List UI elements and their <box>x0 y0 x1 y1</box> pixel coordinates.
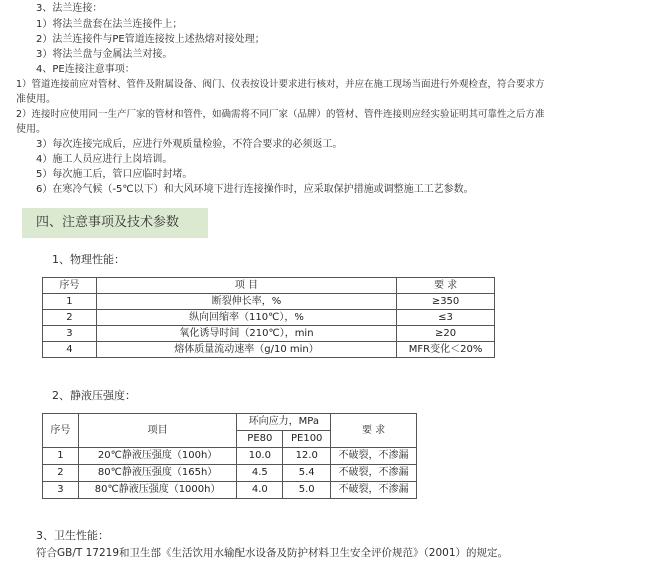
intro-line: 6）在寒冷气候（-5℃以下）和大风环境下进行连接操作时，应采取保护措施或调整施工工艺参数。 <box>36 184 474 195</box>
table-cell: 1 <box>43 294 97 310</box>
table-row <box>43 294 495 310</box>
table-cell: 5.0 <box>283 482 331 499</box>
table-cell: ≥350 <box>397 294 495 310</box>
hygiene-text: 符合GB/T 17219和卫生部《生活饮用水输配水设备及防护材料卫生安全评价规范》（2001）的规定。 <box>36 547 509 559</box>
table-cell: 4 <box>43 342 97 358</box>
col-header: 环向应力，MPa <box>237 414 331 431</box>
table-cell: 80℃静液压强度（1000h） <box>78 482 237 499</box>
col-header: 项目 <box>78 414 237 448</box>
hydro-title: 2、静液压强度： <box>52 389 136 402</box>
hygiene-title: 3、卫生性能： <box>36 529 109 542</box>
table-row <box>43 342 495 358</box>
table-cell: 氧化诱导时间（210℃），min <box>96 326 396 342</box>
intro-line: 5）每次施工后，管口应临时封堵。 <box>36 169 193 180</box>
table-row <box>43 482 417 499</box>
intro-line: 4、PE连接注意事项： <box>36 64 135 75</box>
col-header: 序号 <box>43 278 97 294</box>
table-cell: 不破裂，不渗漏 <box>331 448 417 465</box>
physical-title: 1、物理性能： <box>52 253 125 266</box>
intro-line: 1）将法兰盘套在法兰连接件上； <box>36 19 183 30</box>
table-row <box>43 465 417 482</box>
col-header: 要 求 <box>397 278 495 294</box>
col-header: PE100 <box>283 431 331 448</box>
table-cell: 10.0 <box>237 448 283 465</box>
table-cell: 80℃静液压强度（165h） <box>78 465 237 482</box>
table-cell: 5.4 <box>283 465 331 482</box>
intro-line: 3）将法兰盘与金属法兰对接。 <box>36 49 173 60</box>
section-heading: 四、注意事项及技术参数 <box>22 208 208 238</box>
table-cell: MFR变化＜20% <box>397 342 495 358</box>
table-cell: 纵向回缩率（110℃），% <box>96 310 396 326</box>
intro-line: 准使用。 <box>16 94 56 105</box>
intro-line: 2）法兰连接件与PE管道连接按上述热熔对接处理； <box>36 34 265 45</box>
intro-line: 使用。 <box>16 124 46 135</box>
table-row <box>43 326 495 342</box>
physical-table <box>42 277 495 358</box>
table-header-row <box>43 278 495 294</box>
table-cell: 4.5 <box>237 465 283 482</box>
table-cell: 熔体质量流动速率（g/10 min） <box>96 342 396 358</box>
intro-line: 4）施工人员应进行上岗培训。 <box>36 154 173 165</box>
table-cell: ≥20 <box>397 326 495 342</box>
table-cell: 不破裂，不渗漏 <box>331 465 417 482</box>
table-cell: 2 <box>43 465 79 482</box>
table-cell: 不破裂，不渗漏 <box>331 482 417 499</box>
table-cell: 20℃静液压强度（100h） <box>78 448 237 465</box>
table-cell: 3 <box>43 326 97 342</box>
intro-line: 2）连接时应使用同一生产厂家的管材和管件，如确需将不同厂家（品牌）的管材、管件连接则应经实验证明其可靠性之后方准 <box>16 109 545 120</box>
table-row <box>43 310 495 326</box>
intro-line: 3、法兰连接： <box>36 3 103 14</box>
table-cell: 3 <box>43 482 79 499</box>
table-cell: 4.0 <box>237 482 283 499</box>
table-cell: 1 <box>43 448 79 465</box>
col-header: 项 目 <box>96 278 396 294</box>
table-row <box>43 448 417 465</box>
table-cell: 2 <box>43 310 97 326</box>
table-header-row <box>43 414 417 431</box>
col-header: 序号 <box>43 414 79 448</box>
col-header: 要 求 <box>331 414 417 448</box>
intro-line: 3）每次连接完成后，应进行外观质量检验，不符合要求的必须返工。 <box>36 139 343 150</box>
hydro-table <box>42 413 417 499</box>
col-header: PE80 <box>237 431 283 448</box>
table-cell: 断裂伸长率，% <box>96 294 396 310</box>
table-cell: 12.0 <box>283 448 331 465</box>
intro-line: 1）管道连接前应对管材、管件及附属设备、阀门、仪表按设计要求进行核对，并应在施工现场当面进行外观检查，符合要求方 <box>16 79 545 90</box>
table-cell: ≤3 <box>397 310 495 326</box>
